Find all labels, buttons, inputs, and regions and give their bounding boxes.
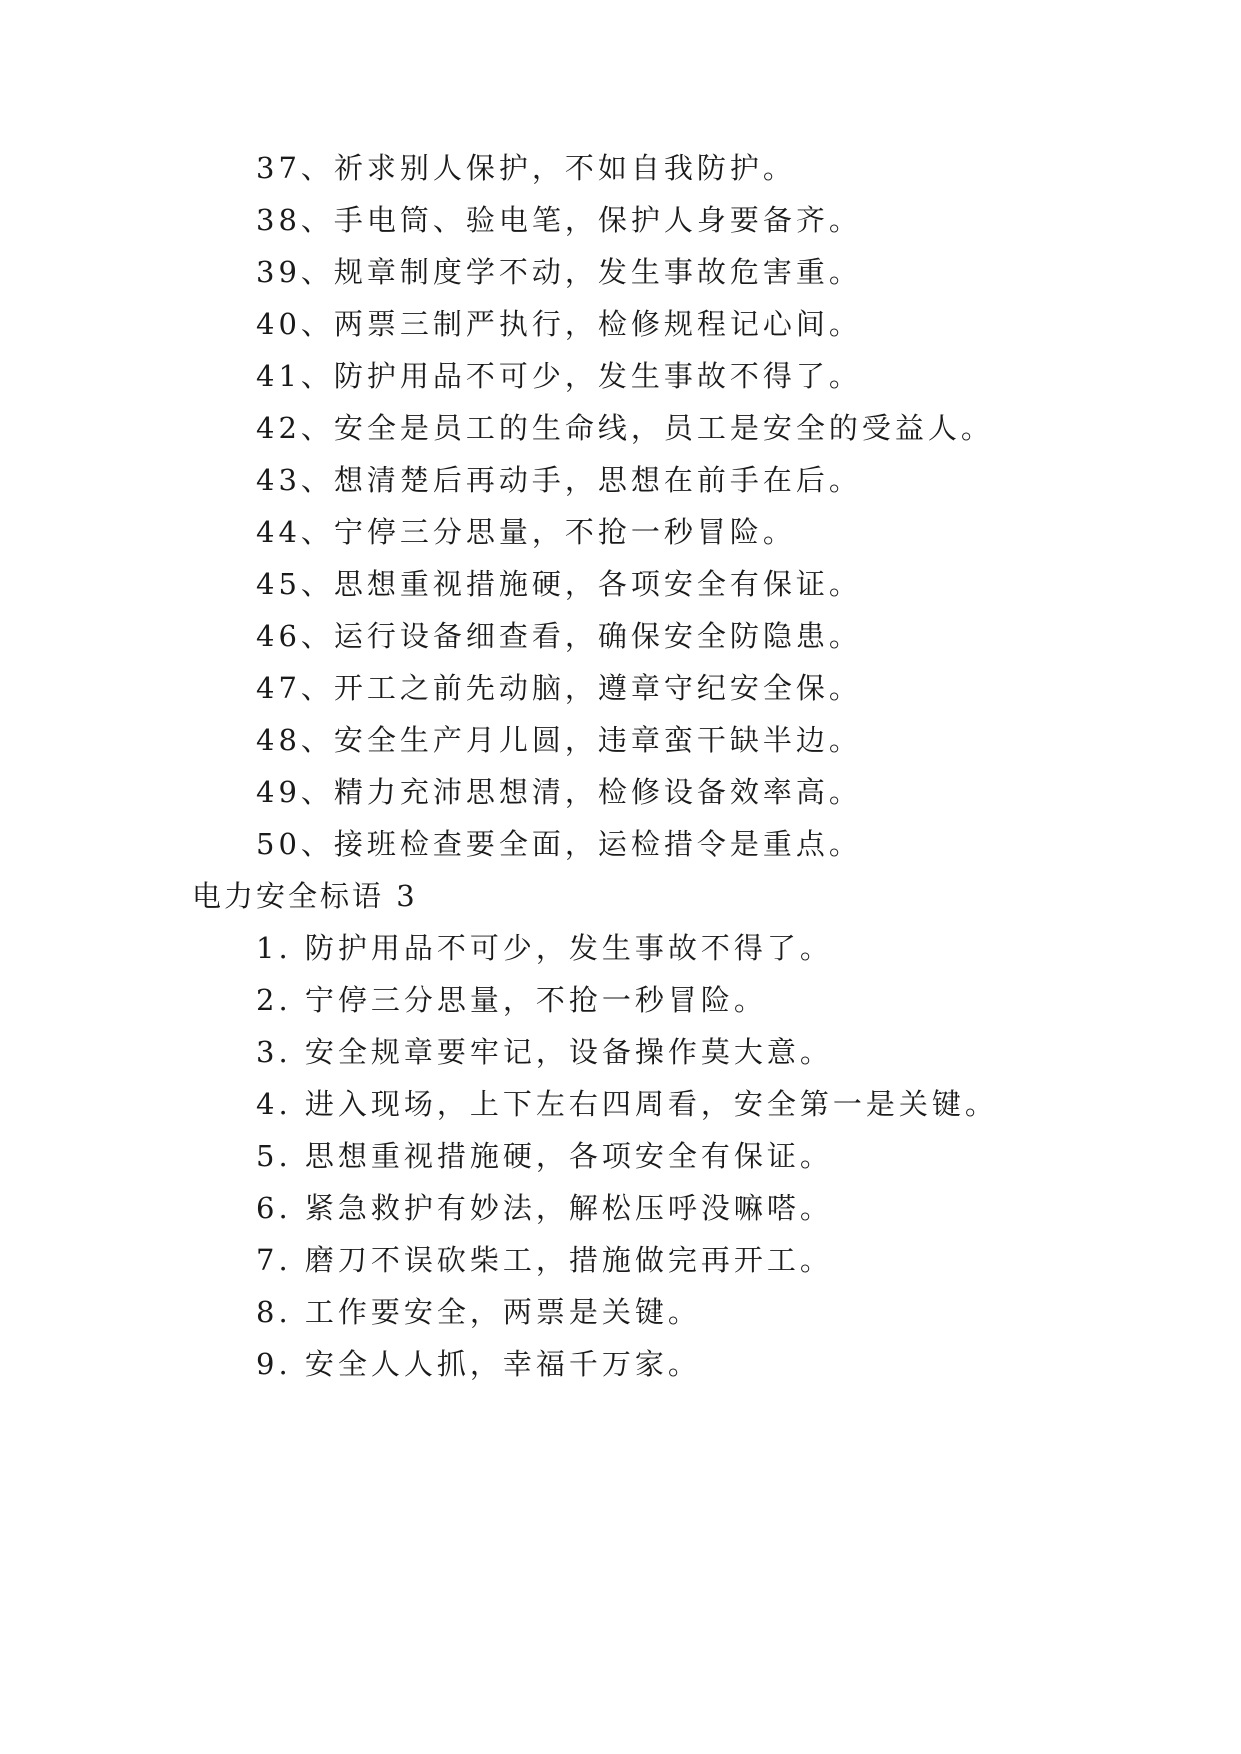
slogan-item-6: 6. 紧急救护有妙法，解松压呼没嘛嗒。 <box>256 1191 833 1225</box>
slogan-item-4: 4. 进入现场，上下左右四周看，安全第一是关键。 <box>256 1087 998 1121</box>
section-heading: 电力安全标语 3 <box>192 879 418 913</box>
slogan-item-49: 49、精力充沛思想清，检修设备效率高。 <box>256 775 862 809</box>
slogan-item-44: 44、宁停三分思量，不抢一秒冒险。 <box>256 515 796 549</box>
slogan-item-42: 42、安全是员工的生命线，员工是安全的受益人。 <box>256 411 994 445</box>
slogan-item-3: 3. 安全规章要牢记，设备操作莫大意。 <box>256 1035 833 1069</box>
slogan-item-41: 41、防护用品不可少，发生事故不得了。 <box>256 359 862 393</box>
slogan-item-1: 1. 防护用品不可少，发生事故不得了。 <box>256 931 833 965</box>
slogan-item-37: 37、祈求别人保护，不如自我防护。 <box>256 151 796 185</box>
slogan-item-40: 40、两票三制严执行，检修规程记心间。 <box>256 307 862 341</box>
slogan-item-45: 45、思想重视措施硬，各项安全有保证。 <box>256 567 862 601</box>
slogan-item-48: 48、安全生产月儿圆，违章蛮干缺半边。 <box>256 723 862 757</box>
slogan-item-8: 8. 工作要安全，两票是关键。 <box>256 1295 701 1329</box>
slogan-item-43: 43、想清楚后再动手，思想在前手在后。 <box>256 463 862 497</box>
slogan-item-5: 5. 思想重视措施硬，各项安全有保证。 <box>256 1139 833 1173</box>
slogan-item-9: 9. 安全人人抓，幸福千万家。 <box>256 1347 701 1381</box>
slogan-item-38: 38、手电筒、验电笔，保护人身要备齐。 <box>256 203 862 237</box>
slogan-item-7: 7. 磨刀不误砍柴工，措施做完再开工。 <box>256 1243 833 1277</box>
slogan-item-2: 2. 宁停三分思量，不抢一秒冒险。 <box>256 983 767 1017</box>
slogan-item-50: 50、接班检查要全面，运检措令是重点。 <box>256 827 862 861</box>
slogan-item-47: 47、开工之前先动脑，遵章守纪安全保。 <box>256 671 862 705</box>
slogan-item-46: 46、运行设备细查看，确保安全防隐患。 <box>256 619 862 653</box>
slogan-item-39: 39、规章制度学不动，发生事故危害重。 <box>256 255 862 289</box>
